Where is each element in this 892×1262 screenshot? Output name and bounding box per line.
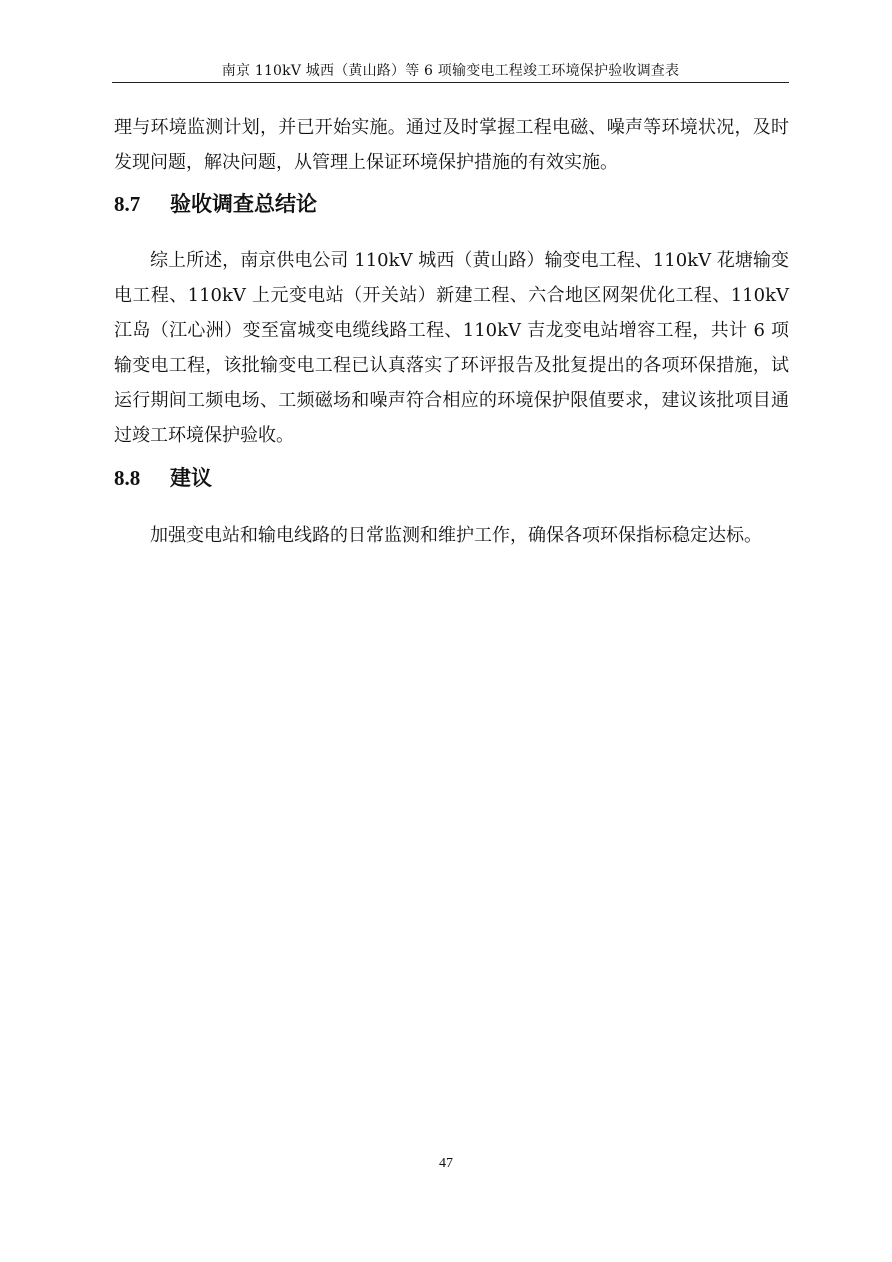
intro-paragraph: 理与环境监测计划，并已开始实施。通过及时掌握工程电磁、噪声等环境状况，及时发现问题，解决问题，从管理上保证环境保护措施的有效实施。 <box>114 117 789 173</box>
section-number: 8.8 <box>114 466 141 490</box>
page-number: 47 <box>439 1156 453 1171</box>
section-heading-8-7 <box>114 190 317 218</box>
header-divider <box>112 82 789 83</box>
section-heading-8-8 <box>114 464 212 492</box>
section-title: 建议 <box>170 465 212 490</box>
section-number: 8.7 <box>114 192 141 216</box>
conclusion-paragraph: 综上所述，南京供电公司 110kV 城西（黄山路）输变电工程、110kV 花塘输变电工程、110kV 上元变电站（开关站）新建工程、六合地区网架优化工程、110kV 江岛（江心洲）变至富城变电缆线路工程、110kV 吉龙变电站增容工程，共计 6 项输变电工程，该批输变电工程已认真落实了环评报告及批复提出的各项环保措施，试运行期间工频电场、工频磁场和噪声符合相应的环境保护限值要求，建议该批项目通过竣工环境保护验收。 <box>114 250 789 446</box>
section-title: 验收调查总结论 <box>170 191 317 216</box>
recommendation-paragraph: 加强变电站和输电线路的日常监测和维护工作，确保各项环保指标稳定达标。 <box>150 525 762 546</box>
page-header: 南京 110kV 城西（黄山路）等 6 项输变电工程竣工环境保护验收调查表 <box>221 63 680 79</box>
